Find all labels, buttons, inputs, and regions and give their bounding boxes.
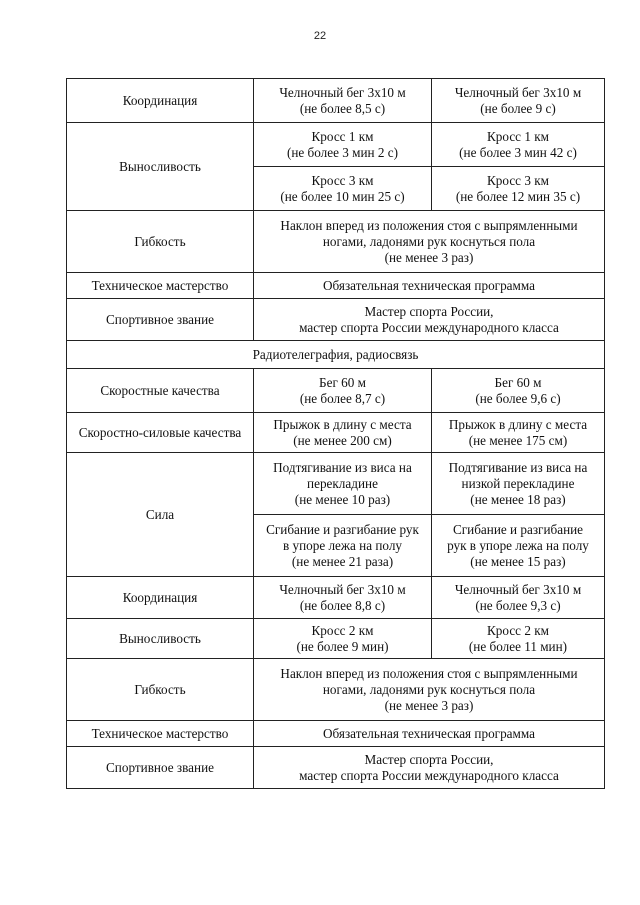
- standard-cell-women: [432, 79, 605, 123]
- standard-cell-common: [254, 273, 605, 299]
- standard-cell-men: [254, 453, 432, 515]
- cell-text-line: рук в упоре лежа на полу: [447, 537, 589, 553]
- cell-text-line: Кросс 3 км: [311, 172, 374, 188]
- standard-cell-men: [254, 123, 432, 167]
- cell-text-line: Гибкость: [134, 233, 186, 249]
- table-row: [67, 413, 605, 453]
- cell-text-line: Техническое мастерство: [91, 277, 229, 293]
- cell-text-line: Выносливость: [119, 158, 201, 174]
- cell-text-line: ногами, ладонями рук коснуться пола: [322, 233, 536, 249]
- standard-cell-men: [254, 413, 432, 453]
- standard-cell-common: [254, 747, 605, 789]
- cell-text-line: Спортивное звание: [106, 759, 214, 775]
- cell-text-line: Челночный бег 3x10 м: [279, 581, 406, 597]
- standards-table-body: [67, 79, 605, 789]
- cell-text-line: Мастер спорта России,: [364, 751, 494, 767]
- standard-cell-common: [254, 299, 605, 341]
- cell-text-line: (не более 8,8 с): [299, 597, 386, 613]
- cell-text-line: в упоре лежа на полу: [282, 537, 403, 553]
- cell-text-line: Скоростно-силовые качества: [78, 424, 242, 440]
- cell-text-line: Сгибание и разгибание: [452, 521, 584, 537]
- cell-text-line: Подтягивание из виса на: [448, 459, 588, 475]
- table-row: [67, 123, 605, 167]
- table-row: [67, 369, 605, 413]
- cell-text-line: Наклон вперед из положения стоя с выпрямленными: [280, 217, 578, 233]
- cell-text-line: Кросс 3 км: [487, 172, 549, 188]
- standard-cell-women: [432, 619, 605, 659]
- standard-cell-men: [254, 619, 432, 659]
- quality-name-cell: [67, 619, 254, 659]
- standard-cell-women: [432, 577, 605, 619]
- cell-text-line: Координация: [122, 92, 198, 108]
- cell-text-line: Бег 60 м: [494, 374, 542, 390]
- table-row: [67, 341, 605, 369]
- quality-name-cell: [67, 747, 254, 789]
- cell-text-line: мастер спорта России международного класса: [299, 767, 559, 783]
- cell-text-line: Бег 60 м: [319, 374, 366, 390]
- quality-name-cell: [67, 211, 254, 273]
- cell-text-line: (не более 3 мин 2 с): [286, 144, 399, 160]
- cell-text-line: (не более 9,6 с): [475, 390, 561, 406]
- standard-cell-women: [432, 413, 605, 453]
- section-heading-cell: [67, 341, 605, 369]
- cell-text-line: Выносливость: [119, 630, 201, 646]
- quality-name-cell: [67, 659, 254, 721]
- cell-text-line: Радиотелеграфия, радиосвязь: [252, 346, 419, 362]
- quality-name-cell: [67, 123, 254, 211]
- cell-text-line: Прыжок в длину с места: [448, 416, 588, 432]
- table-row: [67, 577, 605, 619]
- cell-text-line: Челночный бег 3x10 м: [454, 581, 582, 597]
- table-row: [67, 619, 605, 659]
- standard-cell-men: [254, 577, 432, 619]
- quality-name-cell: [67, 79, 254, 123]
- standard-cell-common: [254, 211, 605, 273]
- cell-text-line: Обязательная техническая программа: [323, 277, 535, 293]
- cell-text-line: Наклон вперед из положения стоя с выпрямленными: [280, 665, 578, 681]
- table-row: [67, 299, 605, 341]
- cell-text-line: низкой перекладине: [461, 475, 575, 491]
- cell-text-line: (не более 11 мин): [468, 638, 568, 654]
- cell-text-line: Техническое мастерство: [91, 725, 229, 741]
- table-row: [67, 79, 605, 123]
- quality-name-cell: [67, 369, 254, 413]
- cell-text-line: (не более 9 мин): [296, 638, 389, 654]
- standard-cell-women: [432, 123, 605, 167]
- cell-text-line: перекладине: [307, 475, 378, 491]
- table-row: [67, 747, 605, 789]
- quality-name-cell: [67, 453, 254, 577]
- cell-text-line: (не менее 3 раз): [384, 697, 474, 713]
- cell-text-line: (не менее 175 см): [468, 432, 568, 448]
- cell-text-line: Скоростные качества: [100, 382, 220, 398]
- quality-name-cell: [67, 413, 254, 453]
- standard-cell-women: [432, 167, 605, 211]
- cell-text-line: (не более 3 мин 42 с): [459, 144, 577, 160]
- cell-text-line: (не более 12 мин 35 с): [455, 188, 581, 204]
- cell-text-line: (не менее 3 раз): [384, 249, 474, 265]
- cell-text-line: (не менее 21 раза): [291, 553, 394, 569]
- cell-text-line: Челночный бег 3x10 м: [454, 84, 582, 100]
- quality-name-cell: [67, 299, 254, 341]
- standard-cell-men: [254, 167, 432, 211]
- cell-text-line: Спортивное звание: [106, 311, 214, 327]
- cell-text-line: Сила: [145, 506, 175, 522]
- cell-text-line: (не более 9 с): [480, 100, 556, 116]
- cell-text-line: (не более 8,7 с): [299, 390, 386, 406]
- cell-text-line: (не более 8,5 с): [299, 100, 386, 116]
- cell-text-line: мастер спорта России международного класса: [299, 319, 559, 335]
- cell-text-line: Кросс 2 км: [487, 622, 549, 638]
- table-row: [67, 211, 605, 273]
- cell-text-line: Кросс 1 км: [311, 128, 374, 144]
- table-row: [67, 659, 605, 721]
- standard-cell-men: [254, 79, 432, 123]
- cell-text-line: Подтягивание из виса на: [273, 459, 412, 475]
- cell-text-line: Челночный бег 3x10 м: [279, 84, 406, 100]
- cell-text-line: (не менее 18 раз): [470, 491, 566, 507]
- table-row: [67, 273, 605, 299]
- quality-name-cell: [67, 577, 254, 619]
- cell-text-line: Мастер спорта России,: [364, 303, 494, 319]
- standard-cell-common: [254, 659, 605, 721]
- standard-cell-women: [432, 515, 605, 577]
- cell-text-line: Прыжок в длину с места: [273, 416, 412, 432]
- standard-cell-women: [432, 453, 605, 515]
- cell-text-line: (не менее 10 раз): [294, 491, 391, 507]
- standard-cell-men: [254, 369, 432, 413]
- cell-text-line: (не более 10 мин 25 с): [280, 188, 405, 204]
- cell-text-line: Кросс 2 км: [311, 622, 374, 638]
- cell-text-line: (не менее 15 раз): [470, 553, 566, 569]
- table-row: [67, 721, 605, 747]
- cell-text-line: Сгибание и разгибание рук: [266, 521, 419, 537]
- standard-cell-women: [432, 369, 605, 413]
- cell-text-line: Кросс 1 км: [487, 128, 549, 144]
- cell-text-line: ногами, ладонями рук коснуться пола: [322, 681, 536, 697]
- standard-cell-men: [254, 515, 432, 577]
- page-number: 22: [313, 30, 327, 42]
- cell-text-line: Обязательная техническая программа: [323, 725, 535, 741]
- cell-text-line: Гибкость: [134, 681, 186, 697]
- standard-cell-common: [254, 721, 605, 747]
- cell-text-line: (не менее 200 см): [293, 432, 392, 448]
- quality-name-cell: [67, 273, 254, 299]
- quality-name-cell: [67, 721, 254, 747]
- cell-text-line: (не более 9,3 с): [475, 597, 561, 613]
- cell-text-line: Координация: [122, 589, 198, 605]
- table-row: [67, 453, 605, 515]
- standards-table: [66, 78, 605, 789]
